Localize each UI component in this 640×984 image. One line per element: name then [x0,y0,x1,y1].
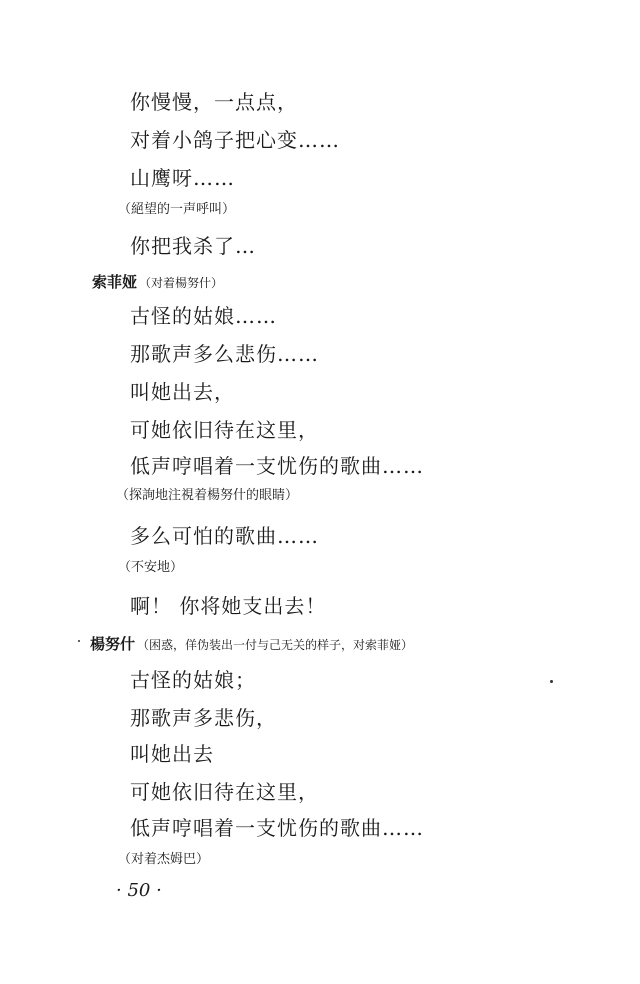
verse-line: 叫她出去， [130,380,235,404]
speaker-name: 索菲娅 [92,273,138,291]
speaker-direction: （对着楊努什） [139,276,224,290]
speaker-heading [92,272,223,293]
verse-line: 低声哼唱着一支忧伤的歌曲…… [130,816,424,840]
stage-direction: （絕望的一声呼叫） [118,202,236,217]
print-speck [78,640,80,642]
print-speck [550,680,553,683]
verse-line: 叫她出去 [130,742,214,766]
verse-line: 可她依旧待在这里， [130,418,319,442]
speaker-name: 楊努什 [90,635,136,653]
verse-line: 你慢慢，一点点， [130,90,298,114]
verse-line: 你把我杀了… [130,234,256,258]
speaker-direction: （困惑，佯伪装出一付与己无关的样子，对索菲娅） [137,638,414,652]
verse-line: 啊！ 你将她支出去！ [130,594,327,618]
verse-line: 对着小鸽子把心变…… [130,128,340,152]
speaker-heading [90,634,413,655]
page-number: · 50 · [116,880,162,901]
verse-line: 古怪的姑娘…… [130,304,277,328]
verse-line: 那歌声多么悲伤…… [130,342,319,366]
stage-direction: （探詢地注視着楊努什的眼睛） [116,488,299,503]
stage-direction: （不安地） [118,560,184,575]
verse-line: 可她依旧待在这里， [130,780,319,804]
verse-line: 低声哼唱着一支忧伤的歌曲…… [130,454,424,478]
stage-direction: （对着杰姆巴） [118,852,210,867]
verse-line: 古怪的姑娘； [130,668,256,692]
verse-line: 山鹰呀…… [130,166,235,190]
verse-line: 那歌声多悲伤， [130,706,277,730]
verse-line: 多么可怕的歌曲…… [130,524,319,548]
